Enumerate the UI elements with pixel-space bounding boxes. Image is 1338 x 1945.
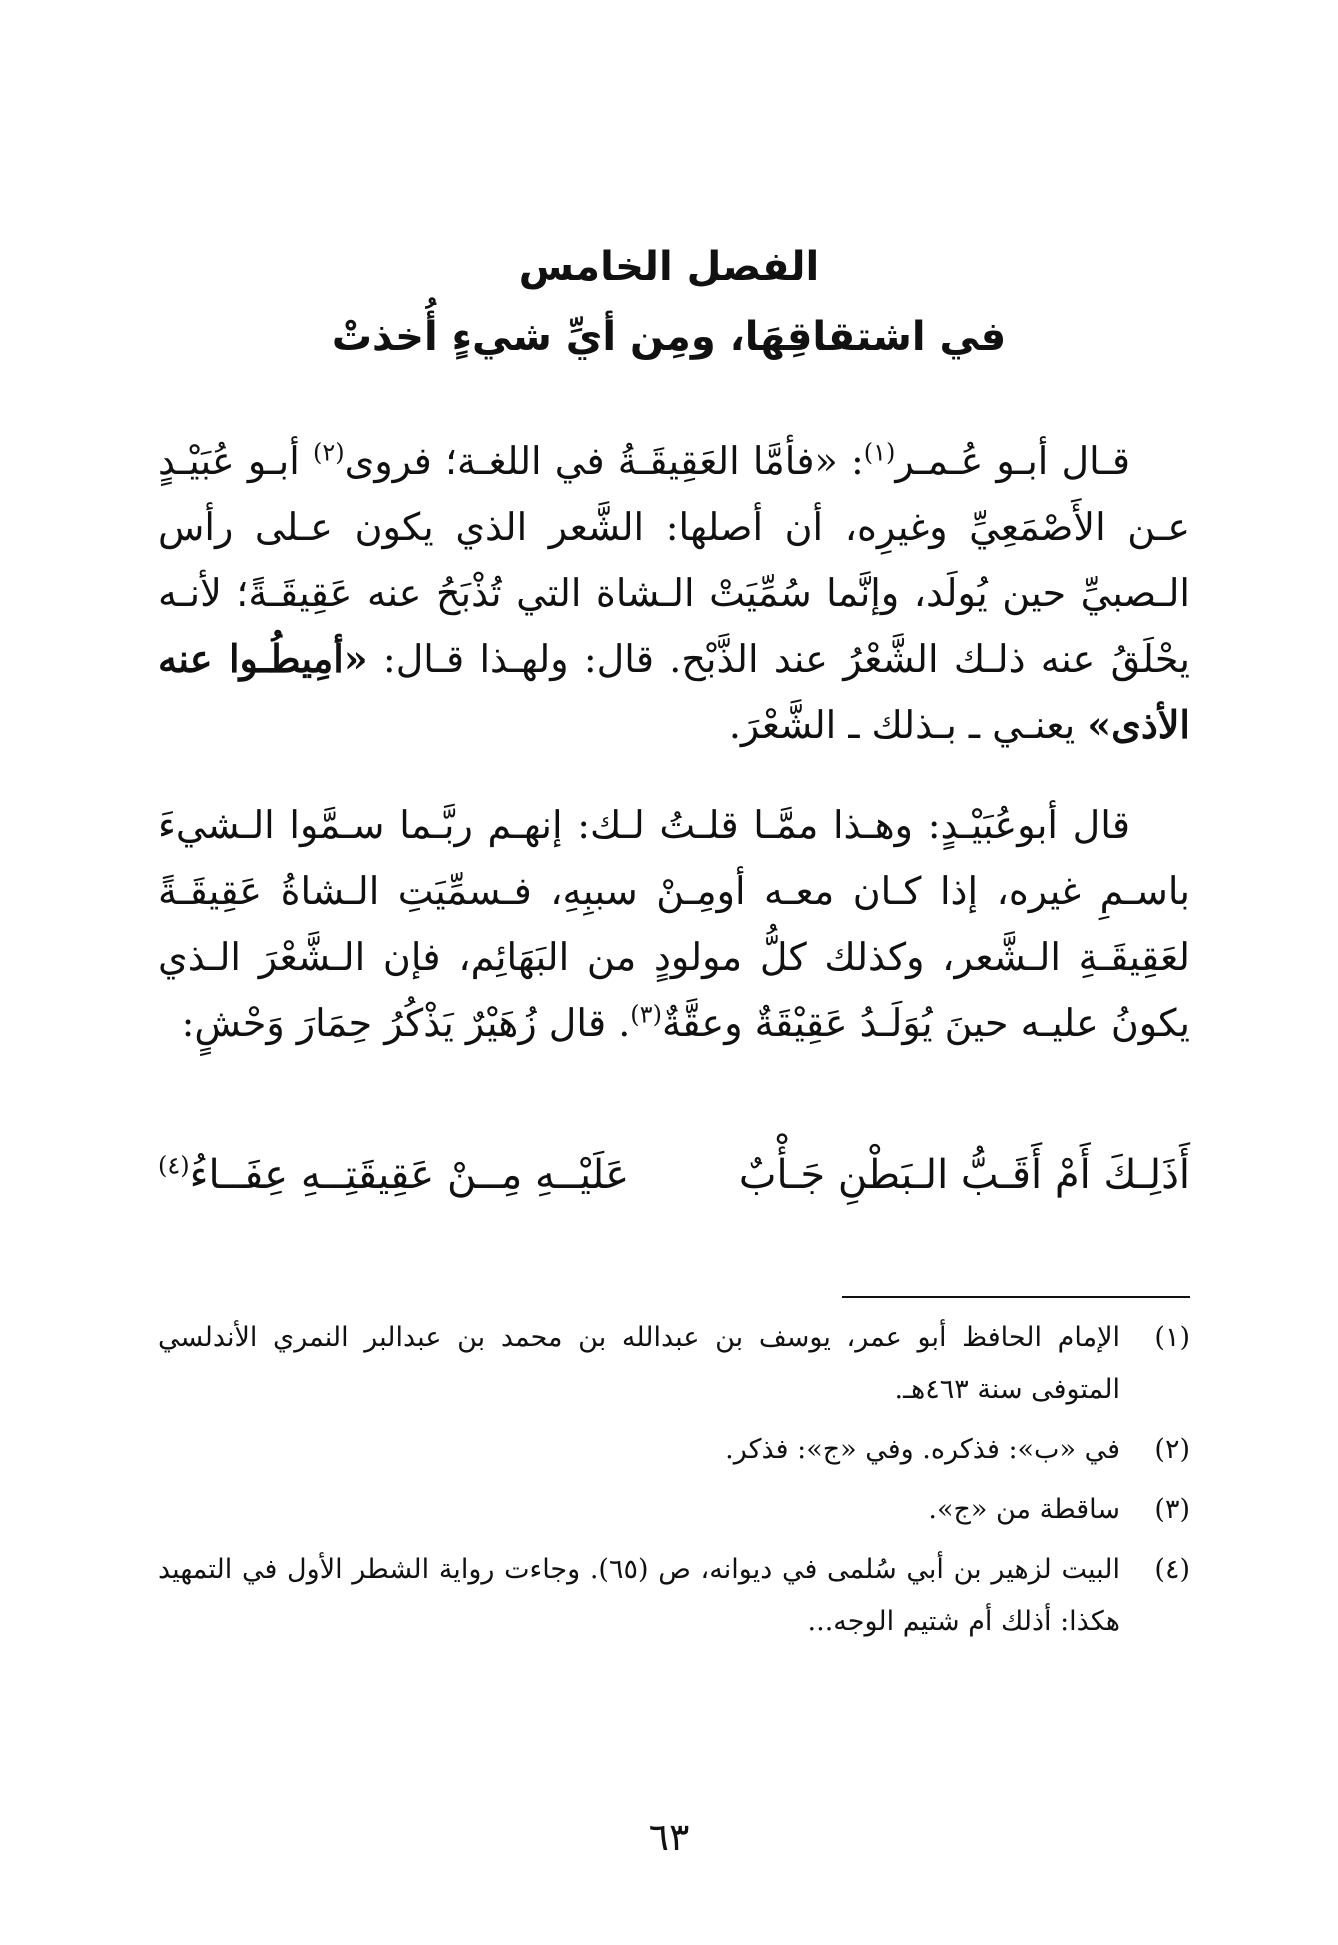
paragraph-1-part-2: : «فأمَّا العَقِيقَـةُ في اللغـة؛ فروى	[344, 439, 864, 483]
footnote-ref-4: (٤)	[158, 1151, 190, 1180]
footnote-4	[158, 1544, 1190, 1648]
footnote-text: الإمام الحافظ أبو عمر، يوسف بن عبدالله بن محمد بن عبدالبر النمري الأندلسي المتوفى سنة ٤٦٣هـ.	[158, 1322, 1120, 1405]
main-text	[158, 428, 1190, 1056]
verse-first-hemistich: أَذَلِـكَ أَمْ أَقَـبُّ الـبَطْنِ جَـأْبٌ	[738, 1152, 1190, 1198]
footnote-text: البيت لزهير بن أبي سُلمى في ديوانه، ص (٦٥). وجاءت رواية الشطر الأول في التمهيد هكذا: أذلك أم شتيم الوجه...	[158, 1554, 1121, 1637]
footnote-text: في «ب»: فذكره. وفي «ج»: فذكر.	[725, 1434, 1120, 1465]
paragraph-1	[158, 428, 1190, 758]
paragraph-2-part-1: قال أبوعُبَيْـدٍ: وهـذا ممَّـا قلـتُ لـك: إنهـم ربَّـما سـمَّوا الـشيءَ باسـمِ غيره، إذا كـان معـه أومِـنْ سببِهِ، فـسمِّيَتِ الـشاةُ عَقِيقَـةً لعَقِيقَـةِ الـشَّعر، وكذلك كلُّ مولودٍ من البَهَائِم، فإن الـشَّعْرَ الـذي يكونُ عليـه حينَ يُوَلَـدُ عَقِيْقَةٌ وعقَّةٌ	[158, 803, 1190, 1045]
footnote-text: ساقطة من «ج».	[928, 1494, 1120, 1525]
footnote-number: (١)	[1154, 1322, 1190, 1353]
footnote-number: (٢)	[1154, 1434, 1190, 1465]
poetry-verse	[158, 1140, 1190, 1210]
chapter-heading	[0, 232, 1338, 372]
footnote-divider	[842, 1296, 1190, 1298]
footnote-ref-2: (٢)	[312, 438, 345, 467]
chapter-subtitle: في اشتقاقِهَا، ومِن أيِّ شيءٍ أُخذتْ	[331, 314, 1007, 360]
paragraph-2	[158, 792, 1190, 1056]
footnote-1	[158, 1312, 1190, 1416]
paragraph-1-part-1: قـال أبـو عُـمـر	[895, 439, 1130, 483]
paragraph-1-part-4: يعنـي ـ بـذلك ـ الشَّعْرَ.	[728, 703, 1088, 747]
footnote-ref-1: (١)	[863, 438, 896, 467]
verse-second-hemistich-wrapper	[158, 1140, 629, 1210]
footnotes	[158, 1312, 1190, 1656]
footnote-2	[158, 1424, 1190, 1476]
paragraph-2-part-2: . قال زُهَيْرٌ يَذْكُرُ حِمَارَ وَحْشٍ:	[181, 1001, 631, 1045]
page-number: ٦٣	[648, 1815, 690, 1859]
footnote-number: (٤)	[1154, 1554, 1190, 1585]
hadith-quote: «أمِيطُـوا عنه الأذى»	[158, 636, 1190, 747]
verse-second-hemistich: عَلَيْــهِ مِــنْ عَقِيقَتِــهِ عِفَــاءُ	[189, 1152, 630, 1198]
footnote-ref-3: (٣)	[630, 1000, 662, 1029]
chapter-title: الفصل الخامس	[518, 244, 820, 290]
footnote-3	[158, 1484, 1190, 1536]
paragraph-1-part-3: أبـو عُبَيْـدٍ عـن الأَصْمَعِيِّ وغيرِه، أن أصلها: الشَّعر الذي يكون عـلى رأس الـصبيِّ حين يُولَد، وإنَّما سُمِّيَتْ الـشاة التي تُذْبَحُ عنه عَقِيقَـةً؛ لأنـه يحْلَقُ عنه ذلـك الشَّعْرُ عند الذَّبْح. قال: ولهـذا قـال:	[158, 439, 1190, 681]
footnote-number: (٣)	[1154, 1494, 1190, 1525]
